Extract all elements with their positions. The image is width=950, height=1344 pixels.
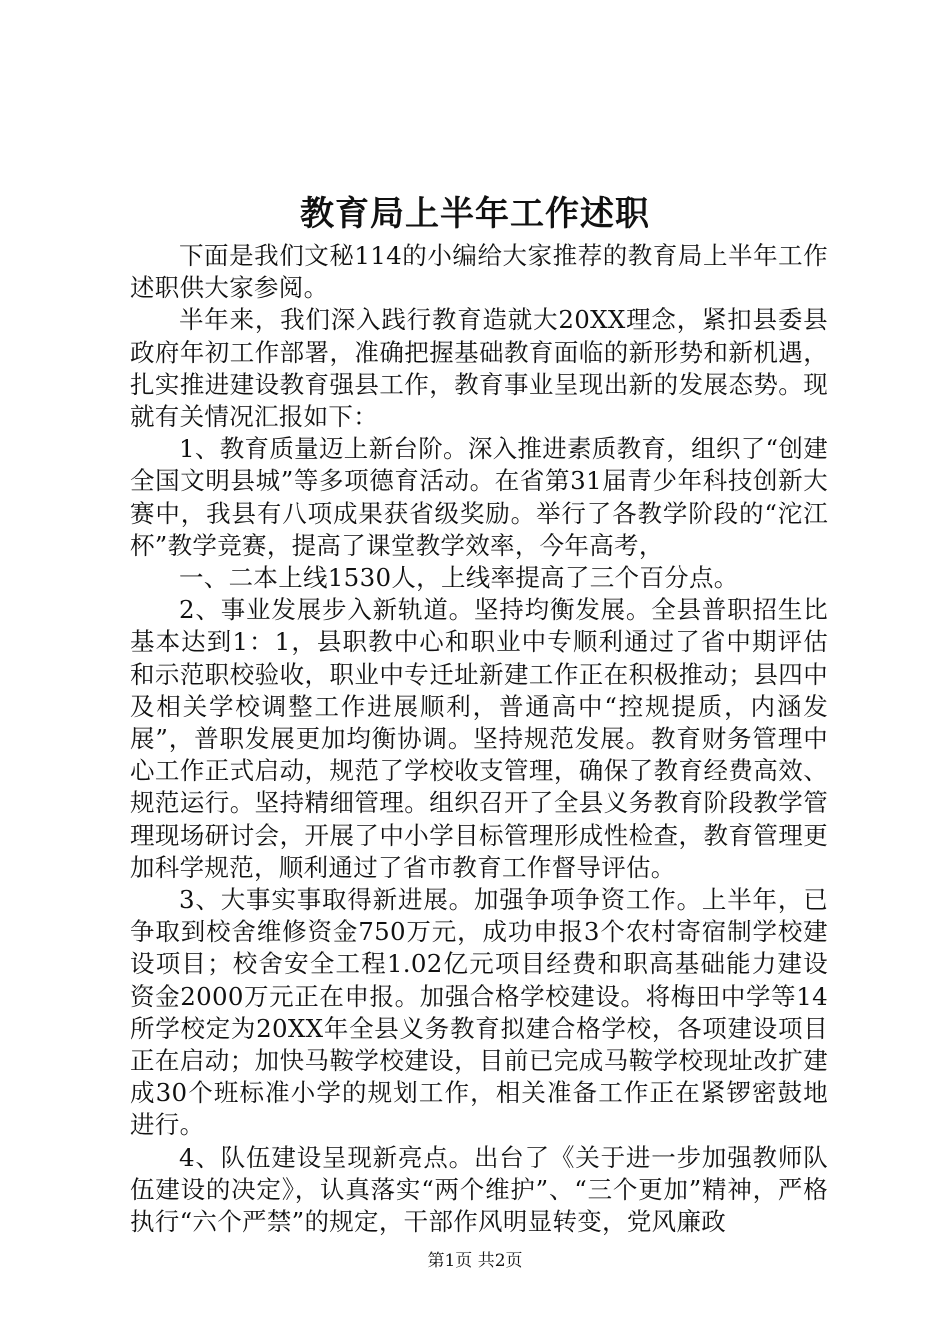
paragraph-intro: 下面是我们文秘114的小编给大家推荐的教育局上半年工作述职供大家参阅。 <box>130 241 828 303</box>
document-body <box>130 240 828 1238</box>
document-title: 教育局上半年工作述职 <box>300 194 650 234</box>
paragraph-projects: 3、大事实事取得新进展。加强争项争资工作。上半年，已争取到校舍维修资金750万元，成功申报3个农村寄宿制学校建设项目；校舍安全工程1.02亿元项目经费和职高基础能力建设资金2000万元正在申报。加强合格学校建设。将梅田中学等14所学校定为20XX年全县义务教育拟建合格学校，各项建设项目正在启动；加快马鞍学校建设，目前已完成马鞍学校现址改扩建成30个班标准小学的规划工作，相关准备工作正在紧锣密鼓地进行。 <box>130 885 828 1140</box>
paragraph-team-building: 4、队伍建设呈现新亮点。出台了《关于进一步加强教师队伍建设的决定》，认真落实“两个维护”、“三个更加”精神，严格执行“六个严禁”的规定，干部作风明显转变，党风廉政 <box>130 1142 828 1237</box>
paragraph-overview: 半年来，我们深入践行教育造就大20XX理念，紧扣县委县政府年初工作部署，准确把握基础教育面临的新形势和新机遇，扎实推进建设教育强县工作，教育事业呈现出新的发展态势。现就有关情况汇报如下： <box>130 305 828 432</box>
paragraph-education-quality: 1、教育质量迈上新台阶。深入推进素质教育，组织了“创建全国文明县城”等多项德育活动。在省第31届青少年科技创新大赛中，我县有八项成果获省级奖励。举行了各教学阶段的“沱江杯”教学竞赛，提高了课堂教学效率，今年高考， <box>130 434 828 560</box>
paragraph-enrollment: 一、二本上线1530人，上线率提高了三个百分点。 <box>179 563 739 593</box>
paragraph-development: 2、事业发展步入新轨道。坚持均衡发展。全县普职招生比基本达到1：1，县职教中心和职业中专顺利通过了省中期评估和示范职校验收，职业中专迁址新建工作正在积极推动；县四中及相关学校调整工作进展顺利，普通高中“控规提质，内涵发展”，普职发展更加均衡协调。坚持规范发展。教育财务管理中心工作正式启动，规范了学校收支管理，确保了教育经费高效、规范运行。坚持精细管理。组织召开了全县义务教育阶段教学管理现场研讨会，开展了中小学目标管理形成性检查，教育管理更加科学规范，顺利通过了省市教育工作督导评估。 <box>130 595 829 882</box>
page-footer: 第1页 共2页 <box>427 1251 523 1271</box>
